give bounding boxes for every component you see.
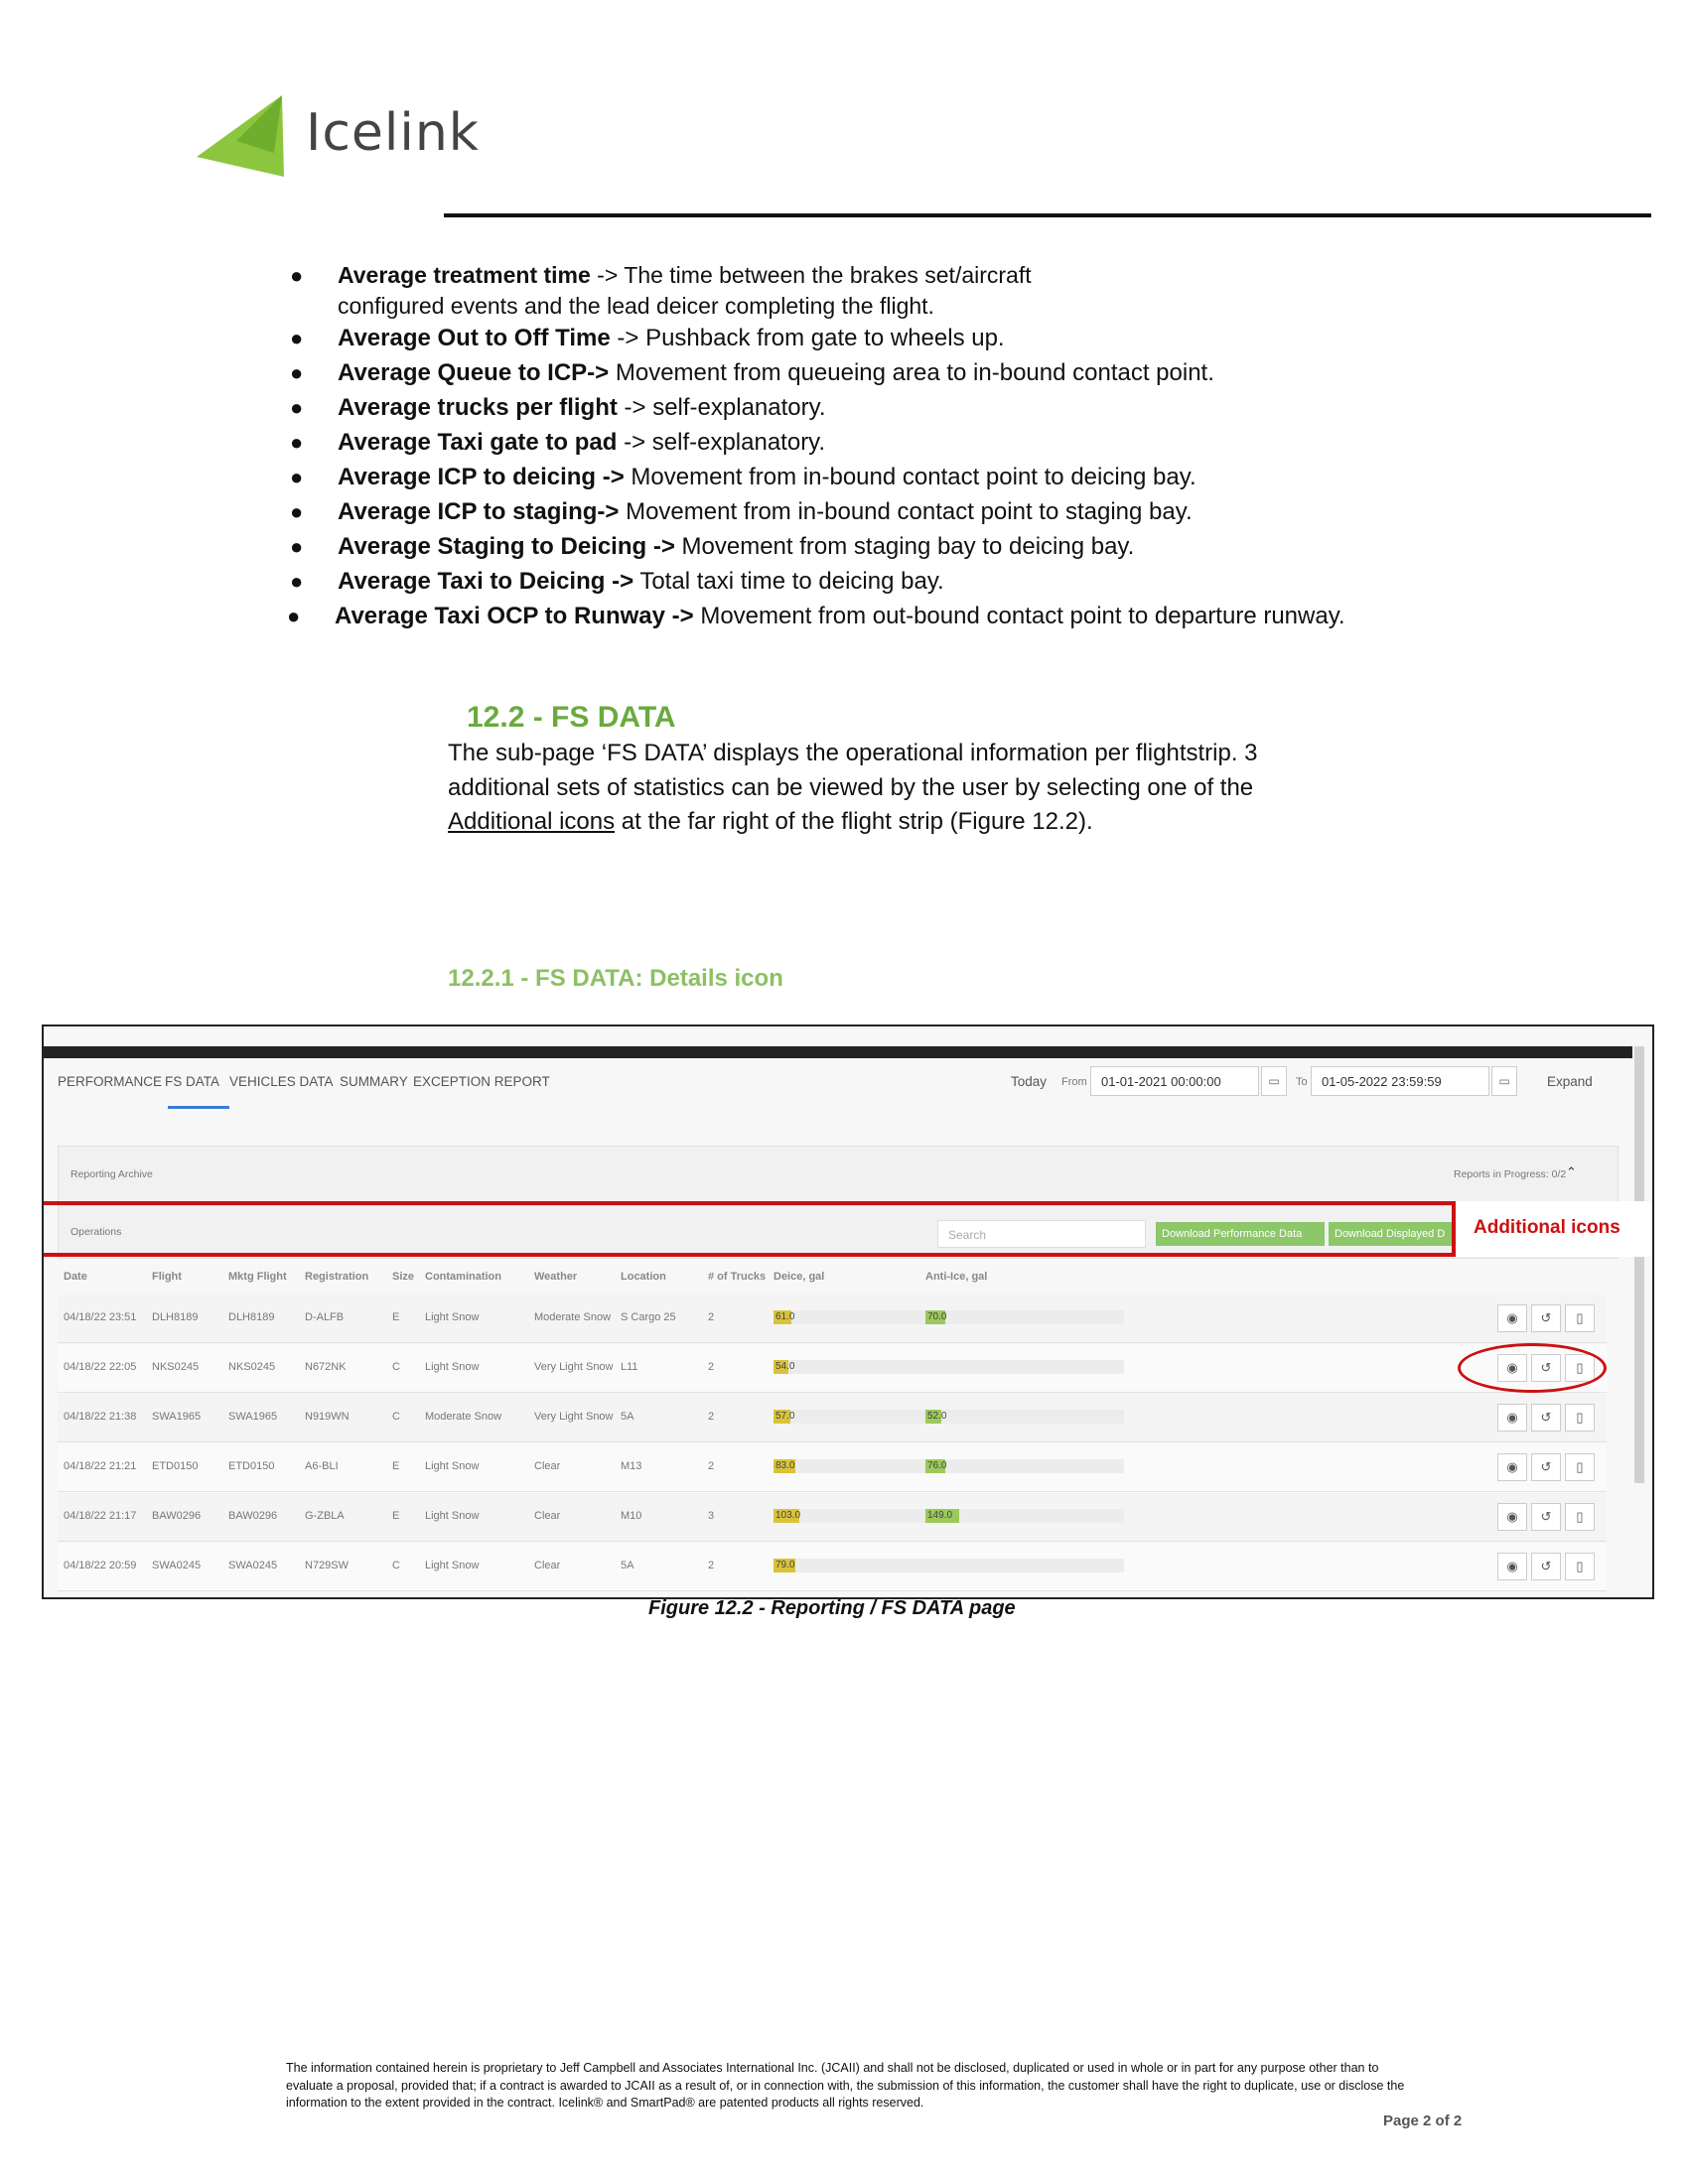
column-header[interactable]: Location: [621, 1271, 666, 1283]
cell-loc: M13: [621, 1460, 642, 1472]
to-label: To: [1296, 1076, 1308, 1088]
window-top-bar: [44, 1046, 1632, 1058]
history-icon[interactable]: ↺: [1531, 1553, 1561, 1580]
additional-icons: [1497, 1553, 1597, 1580]
cell-date: 04/18/22 21:38: [64, 1411, 137, 1423]
section-body-pre: The sub-page ‘FS DATA’ displays the operational information per flightstrip. 3 additional sets of statistics can be viewed by the user by selecting one of the: [448, 740, 1258, 801]
today-button[interactable]: Today: [1011, 1074, 1048, 1089]
cell-mktg: SWA0245: [228, 1560, 278, 1571]
cell-flight: BAW0296: [152, 1510, 202, 1522]
eye-icon[interactable]: ◉: [1497, 1453, 1527, 1481]
cell-reg: N729SW: [305, 1560, 350, 1571]
column-header[interactable]: # of Trucks: [708, 1271, 767, 1283]
definition-text: self-explanatory.: [651, 429, 826, 456]
brand-name: Icelink: [306, 103, 480, 163]
additional-icons: [1497, 1453, 1597, 1481]
scrollbar[interactable]: [1634, 1046, 1644, 1483]
table-row[interactable]: [58, 1295, 1607, 1343]
definition-term: Average trucks per flight: [338, 394, 618, 421]
highlight-line-bottom: [44, 1253, 1652, 1257]
cell-date: 04/18/22 20:59: [64, 1560, 137, 1571]
definition-text: self-explanatory.: [652, 394, 826, 421]
cell-flight: SWA1965: [152, 1411, 202, 1423]
cell-loc: S Cargo 25: [621, 1311, 676, 1323]
table-row[interactable]: [58, 1443, 1607, 1492]
additional-icons: [1497, 1503, 1597, 1531]
column-header[interactable]: Mktg Flight: [228, 1271, 287, 1283]
bullet-icon: ●: [290, 395, 304, 420]
bullet-icon: ●: [290, 326, 304, 350]
table-header: [58, 1265, 1607, 1293]
cell-size: C: [392, 1411, 400, 1423]
anti-value: 149.0: [927, 1510, 953, 1521]
highlight-line-top: [44, 1201, 1652, 1205]
calendar-icon[interactable]: ▭: [1491, 1066, 1517, 1096]
cell-mktg: ETD0150: [228, 1460, 275, 1472]
column-header[interactable]: Size: [392, 1271, 415, 1283]
document-icon[interactable]: ▯: [1565, 1404, 1595, 1432]
eye-icon[interactable]: ◉: [1497, 1304, 1527, 1332]
deice-value: 61.0: [775, 1311, 795, 1322]
definition-separator: [609, 359, 616, 386]
document-icon[interactable]: ▯: [1565, 1503, 1595, 1531]
download-performance-button[interactable]: Download Performance Data: [1156, 1222, 1325, 1246]
cell-contam: Light Snow: [425, 1311, 480, 1323]
operations-label: Operations: [70, 1226, 122, 1238]
definition-text: Movement from in-bound contact point to staging bay.: [626, 498, 1193, 525]
bullet-icon: ●: [290, 430, 304, 455]
definition-term: Average Taxi gate to pad: [338, 429, 618, 456]
deice-value: 79.0: [775, 1560, 795, 1570]
eye-icon[interactable]: ◉: [1497, 1354, 1527, 1382]
cell-reg: N672NK: [305, 1361, 347, 1373]
cell-trucks: 3: [708, 1510, 715, 1522]
active-tab-indicator: [168, 1106, 229, 1109]
subsection-heading: 12.2.1 - FS DATA: Details icon: [448, 965, 783, 992]
cell-date: 04/18/22 21:17: [64, 1510, 137, 1522]
section-body: [448, 737, 1262, 840]
anti-bar: [925, 1559, 1124, 1572]
definition-item: [278, 260, 1032, 322]
cell-weather: Very Light Snow: [534, 1411, 614, 1423]
column-header[interactable]: Anti-Ice, gal: [925, 1271, 988, 1283]
document-icon[interactable]: ▯: [1565, 1553, 1595, 1580]
cell-contam: Light Snow: [425, 1510, 480, 1522]
report-nav: [58, 1074, 1607, 1106]
column-header[interactable]: Registration: [305, 1271, 369, 1283]
anti-value: 76.0: [927, 1460, 947, 1471]
definition-item: [278, 391, 826, 425]
from-date-input[interactable]: 01-01-2021 00:00:00: [1090, 1066, 1259, 1096]
cell-contam: Light Snow: [425, 1361, 480, 1373]
definition-item: [278, 495, 1193, 529]
tab-performance[interactable]: PERFORMANCE: [58, 1074, 163, 1089]
cell-reg: D-ALFB: [305, 1311, 345, 1323]
table-row[interactable]: [58, 1493, 1607, 1542]
column-header[interactable]: Contamination: [425, 1271, 501, 1283]
cell-date: 04/18/22 21:21: [64, 1460, 137, 1472]
cell-reg: N919WN: [305, 1411, 350, 1423]
cell-contam: Moderate Snow: [425, 1411, 502, 1423]
bullet-icon: ●: [290, 569, 304, 594]
calendar-icon[interactable]: ▭: [1261, 1066, 1287, 1096]
definition-item: [275, 600, 1345, 633]
column-header[interactable]: Weather: [534, 1271, 578, 1283]
header-divider: [444, 213, 1651, 217]
definition-term: Average Taxi OCP to Runway ->: [335, 603, 694, 629]
cell-weather: Clear: [534, 1510, 561, 1522]
cell-loc: 5A: [621, 1560, 634, 1571]
anti-bar: [925, 1459, 1124, 1473]
additional-icons: [1497, 1304, 1597, 1332]
definition-text: Movement from staging bay to deicing bay.: [681, 533, 1135, 560]
history-icon[interactable]: ↺: [1531, 1453, 1561, 1481]
definition-term: Average ICP to staging->: [338, 498, 620, 525]
definition-text: Pushback from gate to wheels up.: [645, 325, 1005, 351]
definition-item: [278, 565, 944, 599]
bullet-icon: ●: [290, 360, 304, 385]
bullet-icon: ●: [290, 499, 304, 524]
page-number: Page 2 of 2: [1383, 2113, 1463, 2129]
anti-value: 52.0: [927, 1411, 947, 1422]
definition-item: [278, 426, 825, 460]
deice-value: 57.0: [775, 1411, 795, 1422]
history-icon[interactable]: ↺: [1531, 1354, 1561, 1382]
definition-item: [278, 461, 1196, 494]
definition-item: [278, 356, 1214, 390]
cell-size: C: [392, 1560, 400, 1571]
definition-term: Average ICP to deicing ->: [338, 464, 625, 490]
cell-size: C: [392, 1361, 400, 1373]
cell-date: 04/18/22 22:05: [64, 1361, 137, 1373]
cell-weather: Very Light Snow: [534, 1361, 614, 1373]
table-row[interactable]: [58, 1394, 1607, 1442]
document-icon[interactable]: ▯: [1565, 1304, 1595, 1332]
archive-label: Reporting Archive: [70, 1168, 153, 1180]
cell-trucks: 2: [708, 1361, 715, 1373]
cell-date: 04/18/22 23:51: [64, 1311, 137, 1323]
eye-icon[interactable]: ◉: [1497, 1404, 1527, 1432]
definition-separator: ->: [617, 429, 652, 456]
anti-bar: [925, 1310, 1124, 1324]
cell-trucks: 2: [708, 1560, 715, 1571]
definition-text: Movement from in-bound contact point to deicing bay.: [631, 464, 1196, 490]
cell-mktg: BAW0296: [228, 1510, 278, 1522]
search-input[interactable]: Search: [937, 1220, 1146, 1248]
history-icon[interactable]: ↺: [1531, 1503, 1561, 1531]
bullet-icon: ●: [290, 465, 304, 489]
cell-size: E: [392, 1311, 400, 1323]
section-body-post: at the far right of the flight strip (Figure 12.2).: [615, 808, 1093, 835]
tab-exception-report[interactable]: EXCEPTION REPORT: [413, 1074, 550, 1089]
from-label: From: [1061, 1076, 1087, 1088]
definition-term: Average Taxi to Deicing ->: [338, 568, 634, 595]
highlight-circle: [1458, 1343, 1607, 1393]
chevron-up-icon[interactable]: ⌃: [1566, 1164, 1577, 1179]
table-row[interactable]: [58, 1344, 1607, 1393]
definition-term: Average treatment time: [338, 262, 591, 288]
definition-term: Average Queue to ICP->: [338, 359, 610, 386]
definition-separator: [675, 533, 682, 560]
definition-text: Total taxi time to deicing bay.: [639, 568, 944, 595]
cell-flight: NKS0245: [152, 1361, 200, 1373]
cell-contam: Light Snow: [425, 1460, 480, 1472]
cell-mktg: NKS0245: [228, 1361, 276, 1373]
definition-item: [278, 322, 1005, 355]
to-date-input[interactable]: 01-05-2022 23:59:59: [1311, 1066, 1489, 1096]
cell-reg: G-ZBLA: [305, 1510, 345, 1522]
cell-mktg: DLH8189: [228, 1311, 275, 1323]
definition-separator: ->: [617, 394, 653, 421]
cell-loc: 5A: [621, 1411, 634, 1423]
cell-loc: L11: [621, 1361, 638, 1373]
bullet-icon: ●: [287, 604, 301, 628]
definition-text: The time between the brakes set/aircraft: [624, 262, 1032, 288]
cell-size: E: [392, 1460, 400, 1472]
cell-flight: DLH8189: [152, 1311, 199, 1323]
definition-separator: ->: [610, 325, 646, 351]
tab-fs-data[interactable]: FS DATA: [165, 1074, 220, 1089]
history-icon[interactable]: ↺: [1531, 1304, 1561, 1332]
eye-icon[interactable]: ◉: [1497, 1553, 1527, 1580]
deice-value: 103.0: [775, 1510, 801, 1521]
section-heading: 12.2 - FS DATA: [467, 701, 676, 734]
cell-weather: Moderate Snow: [534, 1311, 612, 1323]
progress-label: Reports in Progress: 0/2: [1454, 1168, 1567, 1180]
reporting-archive-panel[interactable]: [58, 1146, 1618, 1205]
definition-text: Movement from queueing area to in-bound contact point.: [615, 359, 1214, 386]
bullet-icon: ●: [290, 263, 304, 288]
download-displayed-button[interactable]: Download Displayed D: [1329, 1222, 1458, 1246]
anti-value: 70.0: [927, 1311, 947, 1322]
cell-reg: A6-BLI: [305, 1460, 339, 1472]
cell-weather: Clear: [534, 1560, 561, 1571]
additional-icons-label: Additional icons: [1474, 1217, 1620, 1238]
fs-data-screenshot: [42, 1024, 1654, 1599]
cell-flight: SWA0245: [152, 1560, 202, 1571]
deice-value: 83.0: [775, 1460, 795, 1471]
expand-button[interactable]: Expand: [1547, 1074, 1593, 1089]
legal-footer: The information contained herein is proprietary to Jeff Campbell and Associates International Inc. (JCAII) and shall not be disclosed, duplicated or used in whole or in part for any purpose other than to evaluate a proposal, provided that; if a contract is awarded to JCAII as a result of, or in connection with, the submission of this information, the customer shall have the right to duplicate, use or disclose the information to the extent provided in the contract. Icelink® and SmartPad® are patented products all rights reserved.: [286, 2061, 1405, 2110]
definition-separator: ->: [590, 262, 625, 288]
history-icon[interactable]: ↺: [1531, 1404, 1561, 1432]
eye-icon[interactable]: ◉: [1497, 1503, 1527, 1531]
column-header[interactable]: Flight: [152, 1271, 182, 1283]
cell-mktg: SWA1965: [228, 1411, 278, 1423]
anti-bar: [925, 1410, 1124, 1424]
anti-bar: [925, 1360, 1124, 1374]
tab-summary[interactable]: SUMMARY: [340, 1074, 408, 1089]
document-icon[interactable]: ▯: [1565, 1453, 1595, 1481]
cell-weather: Clear: [534, 1460, 561, 1472]
figure-caption: Figure 12.2 - Reporting / FS DATA page: [648, 1597, 1016, 1619]
cell-loc: M10: [621, 1510, 642, 1522]
definition-text: Movement from out-bound contact point to departure runway.: [700, 603, 1345, 629]
additional-icons: [1497, 1404, 1597, 1432]
anti-bar: [925, 1509, 1124, 1523]
cell-trucks: 2: [708, 1311, 715, 1323]
cell-trucks: 2: [708, 1411, 715, 1423]
deice-value: 54.0: [775, 1361, 795, 1372]
definition-item: [278, 530, 1134, 564]
table-row[interactable]: [58, 1543, 1607, 1591]
document-icon[interactable]: ▯: [1565, 1354, 1595, 1382]
cell-contam: Light Snow: [425, 1560, 480, 1571]
tab-vehicles-data[interactable]: VEHICLES DATA: [229, 1074, 334, 1089]
additional-icons-link[interactable]: Additional icons: [448, 808, 616, 835]
cell-trucks: 2: [708, 1460, 715, 1472]
bullet-icon: ●: [290, 534, 304, 559]
definition-term: Average Staging to Deicing ->: [338, 533, 675, 560]
column-header[interactable]: Date: [64, 1271, 87, 1283]
cell-size: E: [392, 1510, 400, 1522]
column-header[interactable]: Deice, gal: [774, 1271, 825, 1283]
definition-term: Average Out to Off Time: [338, 325, 611, 351]
cell-flight: ETD0150: [152, 1460, 199, 1472]
definition-text-continued: configured events and the lead deicer completing the flight.: [338, 293, 934, 319]
